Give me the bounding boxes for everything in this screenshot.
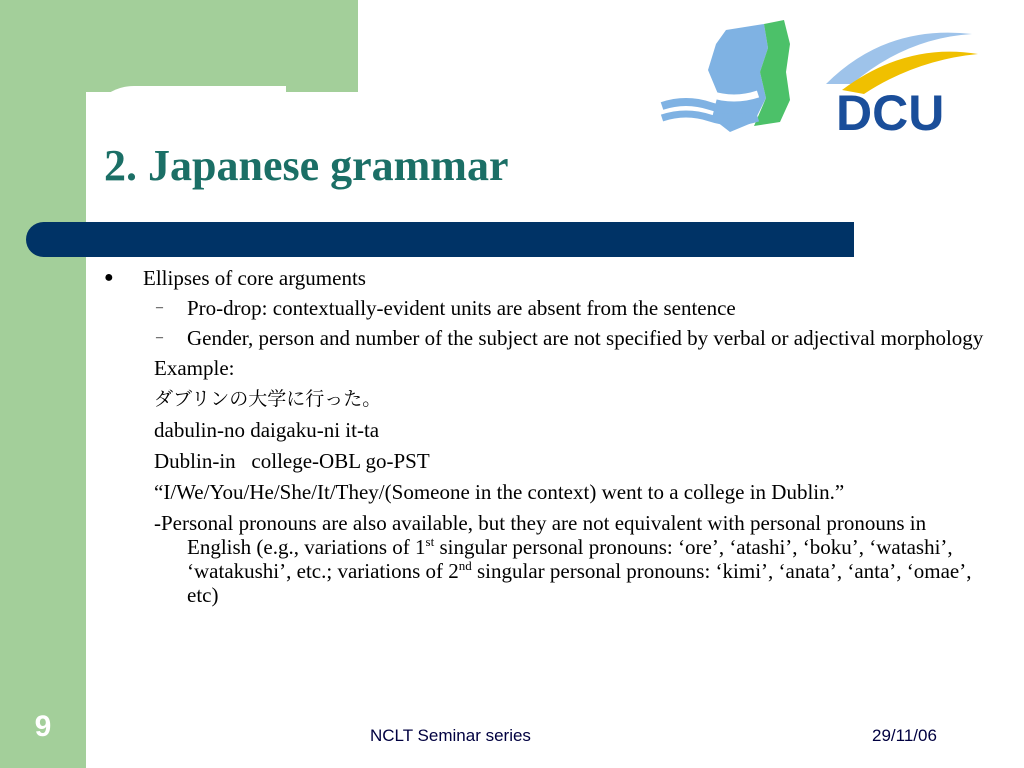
footer-date: 29/11/06 <box>872 726 937 745</box>
example-japanese: ダブリンの大学に行った。 <box>154 388 382 410</box>
dash-icon: – <box>156 330 163 345</box>
example-romaji: dabulin-no daigaku-ni it-ta <box>154 418 380 442</box>
pronoun-note-part1: -Personal pronouns are also available, but they are not equivalent with personal pronouns in English (e.g., variations of 1 <box>154 511 927 559</box>
dash-icon: – <box>156 300 163 315</box>
bullet-dot-icon: ● <box>104 269 114 286</box>
example-translation: “I/We/You/He/She/It/They/(Someone in the context) went to a college in Dublin.” <box>154 480 845 504</box>
footer-center-text: NCLT Seminar series <box>370 726 531 745</box>
example-gloss: Dublin-in college-OBL go-PST <box>154 449 430 473</box>
pronoun-note <box>104 511 984 607</box>
slide-body <box>104 266 984 614</box>
slide-title: 2. Japanese grammar <box>104 141 509 190</box>
sub-bullet-text: Gender, person and number of the subject are not specified by verbal or adjectival morphology <box>187 326 984 350</box>
logo-swoosh-blue <box>826 33 972 84</box>
bullet-item <box>104 266 984 290</box>
ordinal-suffix-st: st <box>425 534 435 549</box>
example-label: Example: <box>154 356 235 380</box>
dcu-logo <box>656 14 984 142</box>
pronoun-note-part2: singular personal pronouns: ‘ore’, ‘atashi’, ‘boku’, ‘watashi’, ‘watakushi’, etc.; variations of 2 <box>187 535 953 583</box>
sub-bullet-text: Pro-drop: contextually-evident units are absent from the sentence <box>187 296 736 320</box>
decor-green-left-band <box>0 0 86 768</box>
page-number: 9 <box>34 710 52 743</box>
bullet-text: Ellipses of core arguments <box>143 266 366 290</box>
logo-dcu-text: DCU <box>836 85 945 141</box>
sub-bullet-item <box>104 296 984 320</box>
ordinal-suffix-nd: nd <box>458 558 472 573</box>
title-underline-bar <box>26 222 854 257</box>
sub-bullet-item <box>104 326 984 350</box>
pronoun-note-part3: singular personal pronouns: ‘kimi’, ‘anata’, ‘anta’, ‘omae’, etc) <box>187 559 972 607</box>
